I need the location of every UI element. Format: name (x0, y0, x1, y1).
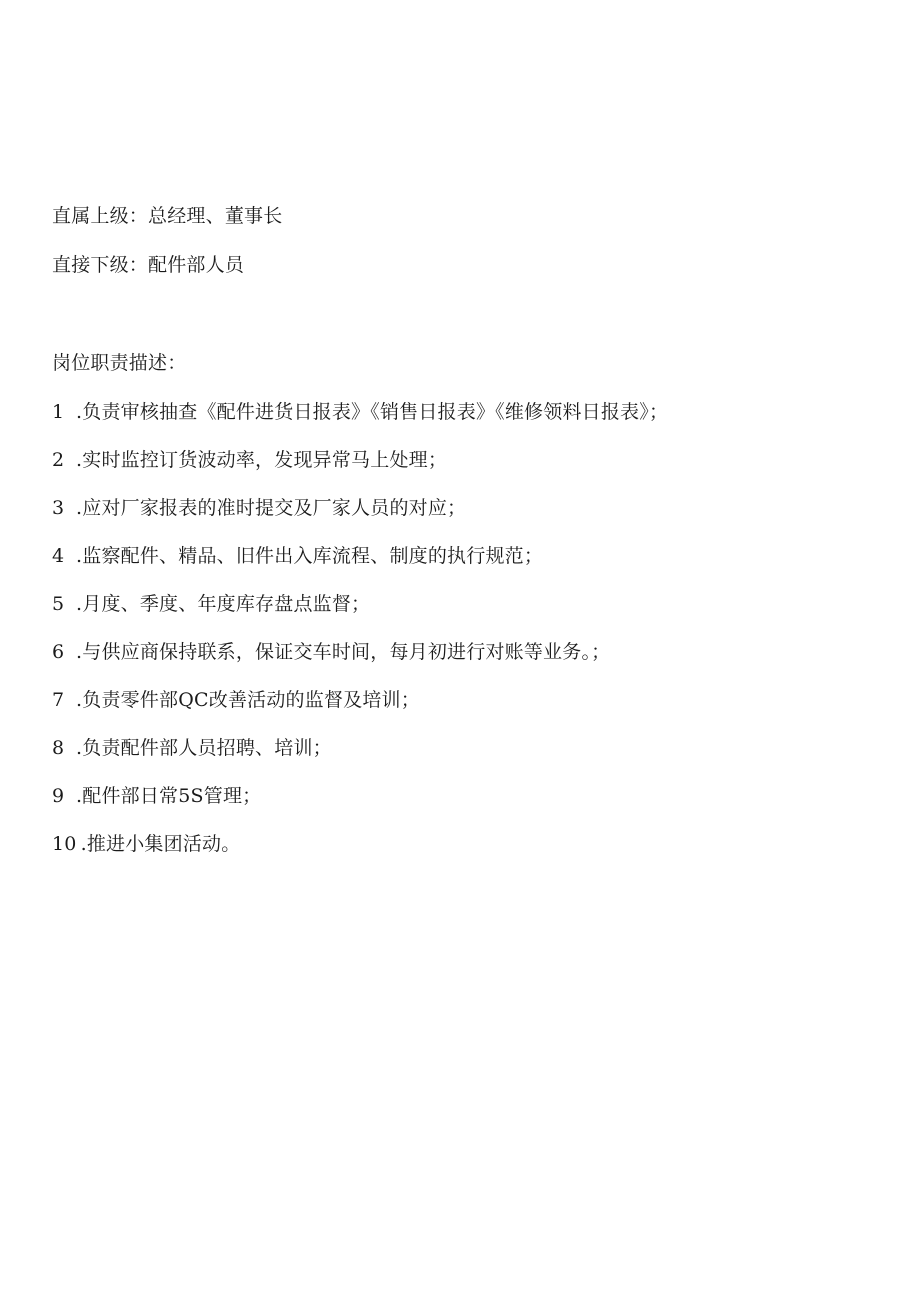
duty-item (52, 687, 420, 713)
duty-number: 2 (52, 449, 65, 471)
direct-superior-label: 直属上级： (52, 205, 149, 227)
duty-text: .与供应商保持联系，保证交车时间，每月初进行对账等业务。； (76, 641, 611, 663)
direct-superior-value: 总经理、董事长 (148, 205, 283, 227)
duty-number: 7 (52, 689, 65, 711)
direct-subordinate-label: 直接下级： (52, 254, 149, 276)
duty-number: 4 (52, 545, 65, 567)
duty-item (52, 639, 610, 665)
direct-subordinate-line (52, 252, 244, 278)
duty-number: 9 (52, 785, 65, 807)
duties-heading: 岗位职责描述： (52, 352, 187, 374)
duty-text: .配件部日常5S管理； (76, 785, 262, 807)
duty-text: .监察配件、精品、旧件出入库流程、制度的执行规范； (76, 545, 544, 567)
duty-text: .月度、季度、年度库存盘点监督； (76, 593, 371, 615)
duty-item (52, 399, 668, 425)
duty-number: 8 (52, 737, 65, 759)
duty-item (52, 543, 543, 569)
duty-text: .负责审核抽查《配件进货日报表》《销售日报表》《维修领料日报表》； (76, 401, 669, 423)
duty-number: 10 (52, 833, 77, 855)
duty-number: 3 (52, 497, 65, 519)
duty-item (52, 735, 332, 761)
duty-item (52, 831, 240, 857)
duty-text: .负责配件部人员招聘、培训； (76, 737, 332, 759)
duty-number: 6 (52, 641, 65, 663)
duty-item (52, 783, 261, 809)
duty-text: .负责零件部QC改善活动的监督及培训； (76, 689, 420, 711)
duty-text: .推进小集团活动。 (80, 833, 241, 855)
duty-text: .实时监控订货波动率，发现异常马上处理； (76, 449, 448, 471)
duty-item (52, 591, 370, 617)
duty-number: 5 (52, 593, 65, 615)
duty-number: 1 (52, 401, 65, 423)
direct-superior-line (52, 203, 282, 229)
duty-item (52, 495, 466, 521)
duty-item (52, 447, 447, 473)
direct-subordinate-value: 配件部人员 (148, 254, 245, 276)
duty-text: .应对厂家报表的准时提交及厂家人员的对应； (76, 497, 467, 519)
